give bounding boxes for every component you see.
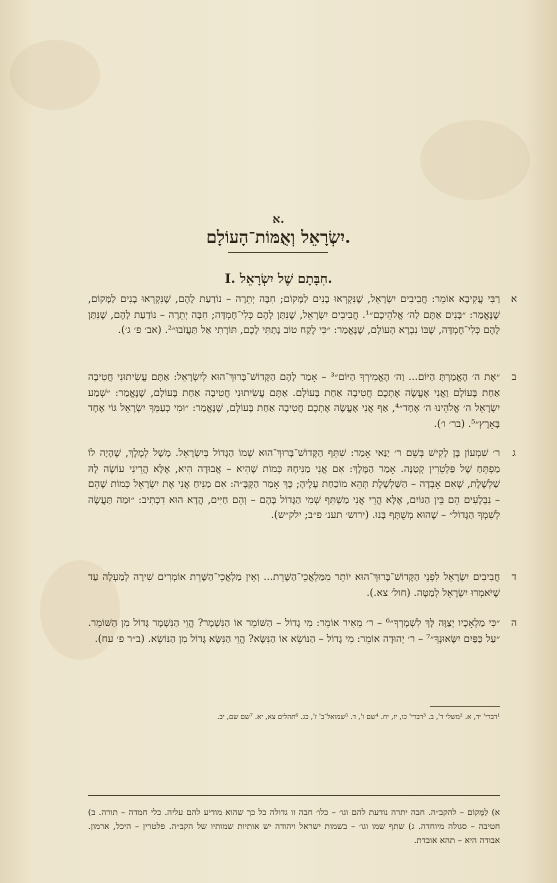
references-rule xyxy=(430,706,500,707)
chapter-letter: א. xyxy=(272,212,285,226)
paragraph: רַבִּי עֲקִיבָא אוֹמֵר: חֲבִיבִים יִשְׂרָאֵל, שֶׁנִּקְרְאוּ בָנִים לַמָּקוֹם; חִבָּה יְתֵרָה – נוֹדַעַת לָהֶם, שֶׁנִּקְרְאוּ בָנִים לַמָּקוֹם, שֶׁנֶּאֱמַר: ״בָּנִים אַתֶּם לַה׳ אֱלֹהֵיכֶם״¹. חֲבִיבִים יִשְׂרָאֵל, שֶׁנִּתַּן לָהֶם כְּלִי־חֶמְדָּה; חִבָּה יְתֵרָה – נוֹדַעַת לָהֶם, שֶׁנִּתַּן לָהֶם כְּלִי־חֶמְדָּה, שֶׁבּוֹ נִבְרָא הָעוֹלָם, שֶׁנֶּאֱמַר: ״כִּי לֶקַח טוֹב נָתַתִּי לָכֶם, תּוֹרָתִי אַל תַּעֲזֹבוּ״². (אב׳ פ׳ ג׳). xyxy=(88,294,500,336)
paragraph: חֲבִיבִים יִשְׂרָאֵל לִפְנֵי הַקָּדוֹשׁ־בָּרוּךְ־הוּא יוֹתֵר מִמַּלְאֲכֵי־הַשָּׁרֵת... וְאֵין מַלְאֲכֵי־הַשָּׁרֵת אוֹמְרִים שִׁירָה לְמַעְלָה עַד שֶׁיֹּאמְרוּ יִשְׂרָאֵל לְמַטָּה. (חול׳ צא.). xyxy=(88,572,500,599)
paper-stain xyxy=(420,120,530,200)
paragraph-marker: א xyxy=(510,294,517,305)
paragraph-marker: ה xyxy=(511,618,517,629)
paragraph: ״כִּי מַלְאָכָיו יְצַוֶּה לָּךְ לִשְׁמָרְךָ״⁶ – ר׳ מֵאִיר אוֹמֵר: מִי גָדוֹל – הַשּׁוֹמֵר אוֹ הַנִּשְׁמָר? הֱוֵי הַנִּשְׁמָר גָּדוֹל מִן הַשּׁוֹמֵר. ״עַל כַּפַּיִם יִשָּׂאוּנְךָ״⁷ – ר׳ יְהוּדָה אוֹמֵר: מִי גָדוֹל – הַנּוֹשֵׂא אוֹ הַנִּשָּׂא? הֱוֵי הַנִּשָּׂא גָּדוֹל מִן הַנּוֹשֵׂא. (ב״ר פ׳ עח). xyxy=(88,618,500,645)
paragraph: ר׳ שִׁמְעוֹן בֶּן לָקִישׁ בְּשֵׁם ר׳ יַנַּאי אָמַר: שִׁתֵּף הַקָּדוֹשׁ־בָּרוּךְ־הוּא שְׁמוֹ הַגָּדוֹל בְּיִשְׂרָאֵל. מָשָׁל לְמֶלֶךְ, שֶׁהָיָה לוֹ מַפְתֵּחַ שֶׁל פַּלְטֵרִין קְטַנָּה. אָמַר הַמֶּלֶךְ: אִם אֲנִי מַנִּיחָהּ כְּמוֹת שֶׁהִיא – אֲבוּדָה הִיא, אֶלָּא הֲרֵינִי עוֹשֶׂה לָהּ שַׁלְשֶׁלֶת, שֶׁאִם אָבְדָה – הַשַּׁלְשֶׁלֶת תְּהֵא מוֹכַחַת עָלֶיהָ; כָּךְ אָמַר הַקָּבָּ״ה: אִם מַנִּיחַ אֲנִי אֶת יִשְׂרָאֵל כְּמוֹת שֶׁהֵם – נִבְלָעִים הֵם בֵּין הַגּוֹיִם, אֶלָּא הֲרֵי אֲנִי מַשְׁתִּף שְׁמִי הַגָּדוֹל בָּהֶם – וְהֵם חַיִּים, הֲדָא הוּא דִכְתִיב: ״וּמַה תַּעֲשֶׂה לְשִׁמְךָ הַגָּדוֹל״ – שֶׁהוּא מְשֻׁתָּף בָּנוּ. (ירוש׳ תענ׳ פ״ב; ילק״ש). xyxy=(88,448,500,521)
paragraph-marker: ג xyxy=(512,448,516,459)
section-title: I. חִבָּתָם שֶׁל יִשְׂרָאֵל. xyxy=(224,272,333,287)
title-rule xyxy=(228,252,328,253)
paragraph-marker: ד xyxy=(511,572,517,583)
paragraph: ״אֶת ה׳ הֶאֱמַרְתָּ הַיּוֹם... וַה׳ הֶאֱמִירְךָ הַיּוֹם״³ – אָמַר לָהֶם הַקָּדוֹשׁ־בָּרוּךְ־הוּא לְיִשְׂרָאֵל: אַתֶּם עֲשִׂיתוּנִי חֲטִיבָה אַחַת בָּעוֹלָם וַאֲנִי אֶעֱשֶׂה אֶתְכֶם חֲטִיבָה אַחַת בָּעוֹלָם. אַתֶּם עֲשִׂיתוּנִי חֲטִיבָה אַחַת בָּעוֹלָם, שֶׁנֶּאֱמַר: ״שְׁמַע יִשְׂרָאֵל ה׳ אֱלֹהֵינוּ ה׳ אֶחָד״⁴, אַף אֲנִי אֶעֱשֶׂה אֶתְכֶם חֲטִיבָה אַחַת בָּעוֹלָם, שֶׁנֶּאֱמַר: ״וּמִי כְעַמְּךָ יִשְׂרָאֵל גּוֹי אֶחָד בָּאָרֶץ״⁵. (בר׳ ו׳). xyxy=(88,372,500,430)
paragraph-marker: ב xyxy=(511,372,517,383)
chapter-title: יִשְׂרָאֵל וְאֻמּוֹת־הָעוֹלָם. xyxy=(206,228,351,248)
paper-stain xyxy=(10,40,100,110)
footnote-rule xyxy=(88,795,500,796)
verse-references: ¹דברי' יד, א. ²משלי ד', ב. ³דברי' כו, יז, יח. ⁴שם ו', ד. ⁵שמואל־ב' ז', כג. ⁶תהלים צא, יא. ⁷שם שם, יב. xyxy=(217,713,500,721)
footnote: א) לַמָּקוֹם – להקב״ה. חבה יתרה נודעת להם וגו׳ – כלו׳ חבה זו גדולה כל כך שהוא מודיע להם עליה. כלי חמדה – תורה. ב) חטיבה – סגולה מיוחדה. ג) שתף שמו וגו׳ – בשמות ישראל ויהודה יש אותיות שמותיו של הקב״ה. פלטרין – היכל, ארמון. אבודה היא – תהא אובדת. xyxy=(88,808,500,846)
